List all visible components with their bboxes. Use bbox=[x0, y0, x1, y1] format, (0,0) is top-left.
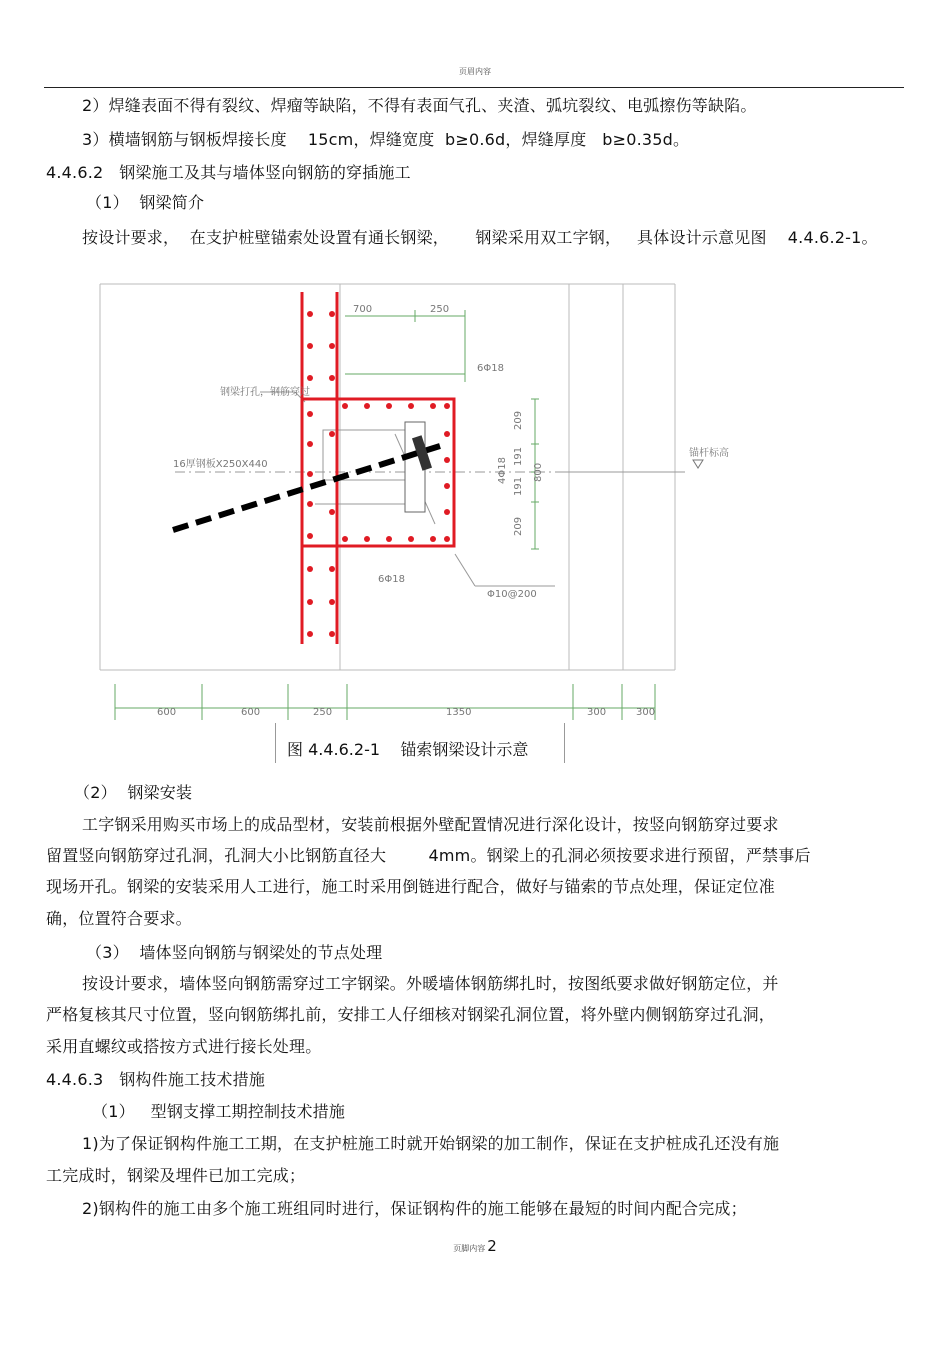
text-line: 留置竖向钢筋穿过孔洞，孔洞大小比钢筋直径大 4mm。钢梁上的孔洞必须按要求进行预留，严禁事后 bbox=[46, 846, 811, 865]
rebar-side-label: 4Φ18 bbox=[497, 457, 508, 484]
footer-text: 页脚内容 bbox=[453, 1244, 486, 1253]
page-header: 页眉内容 bbox=[459, 67, 491, 76]
dim-800: 800 bbox=[533, 462, 544, 482]
dim-700: 700 bbox=[353, 304, 373, 315]
dim-209-a: 209 bbox=[513, 410, 524, 430]
stirrup-label: Φ10@200 bbox=[487, 589, 537, 600]
dim-191-a: 191 bbox=[513, 446, 524, 466]
section-heading: 4.4.6.3 钢构件施工技术措施 bbox=[46, 1070, 266, 1089]
rebar-top-label: 6Φ18 bbox=[477, 363, 504, 374]
plate-label: 16厚钢板X250X440 bbox=[173, 459, 268, 470]
dim-300-b: 300 bbox=[636, 707, 656, 718]
page-footer bbox=[0, 1236, 950, 1255]
text-line: 按设计要求， 在支护桩壁锚索处设置有通长钢梁， 钢梁采用双工字钢， 具体设计示意见图 4.4.6.2-1。 bbox=[82, 228, 878, 247]
dim-250-top: 250 bbox=[430, 304, 450, 315]
text-line: 严格复核其尺寸位置，竖向钢筋绑扎前，安排工人仔细核对钢梁孔洞位置，将外壁内侧钢筋穿过孔洞， bbox=[46, 1005, 776, 1024]
rebar-dots bbox=[307, 311, 450, 637]
dim-600-a: 600 bbox=[157, 707, 177, 718]
text-line: 1)为了保证钢构件施工工期，在支护桩施工时就开始钢梁的加工制作，保证在支护桩成孔还没有施 bbox=[82, 1134, 780, 1153]
anchor-level-label: 锚杆标高 bbox=[689, 448, 729, 459]
subsection-heading: （3） 墙体竖向钢筋与钢梁处的节点处理 bbox=[86, 943, 383, 962]
text-line: 工完成时，钢梁及埋件已加工完成； bbox=[46, 1166, 306, 1185]
hole-note: 钢梁打孔，钢筋穿过 bbox=[220, 387, 310, 398]
text-line: 3）横墙钢筋与钢板焊接长度 15cm，焊缝宽度 b≥0.6d，焊缝厚度 b≥0.35d。 bbox=[82, 130, 690, 149]
level-marker bbox=[693, 460, 703, 468]
text-line: 现场开孔。钢梁的安装采用人工进行，施工时采用倒链进行配合，做好与锚索的节点处理，保证定位准 bbox=[46, 877, 776, 896]
header-rule bbox=[44, 87, 904, 88]
text-line: 2）焊缝表面不得有裂纹、焊瘤等缺陷，不得有表面气孔、夹渣、弧坑裂纹、电弧擦伤等缺陷。 bbox=[82, 96, 757, 115]
section-heading: 4.4.6.2 钢梁施工及其与墙体竖向钢筋的穿插施工 bbox=[46, 163, 411, 182]
anchor-steel-beam-diagram bbox=[95, 274, 729, 734]
rebar-bottom-label: 6Φ18 bbox=[378, 574, 405, 585]
text-line: 工字钢采用购买市场上的成品型材，安装前根据外壁配置情况进行深化设计，按竖向钢筋穿过要求 bbox=[82, 815, 779, 834]
dim-191-b: 191 bbox=[513, 476, 524, 496]
page-number: 2 bbox=[487, 1237, 497, 1255]
subsection-heading: （1） 型钢支撑工期控制技术措施 bbox=[92, 1102, 346, 1121]
dim-600-b: 600 bbox=[241, 707, 261, 718]
dimension-ticks bbox=[115, 684, 655, 720]
text-line: 2)钢构件的施工由多个施工班组同时进行，保证钢构件的施工能够在最短的时间内配合完成； bbox=[82, 1199, 747, 1218]
subsection-heading: （1） 钢梁简介 bbox=[86, 193, 205, 212]
rebar-cage bbox=[302, 292, 454, 644]
dimension-lines bbox=[115, 310, 655, 708]
dim-209-b: 209 bbox=[513, 516, 524, 536]
text-line: 确，位置符合要求。 bbox=[46, 909, 192, 928]
text-line: 按设计要求，墙体竖向钢筋需穿过工字钢梁。外暖墙体钢筋绑扎时，按图纸要求做好钢筋定位，并 bbox=[82, 974, 779, 993]
dim-300-a: 300 bbox=[587, 707, 607, 718]
dim-250-bottom: 250 bbox=[313, 707, 333, 718]
subsection-heading: （2） 钢梁安装 bbox=[74, 783, 193, 802]
figure-caption: 图 4.4.6.2-1 锚索钢梁设计示意 bbox=[287, 740, 529, 759]
frame-lines bbox=[100, 284, 675, 670]
text-line: 采用直螺纹或搭按方式进行接长处理。 bbox=[46, 1037, 322, 1056]
dim-1350: 1350 bbox=[446, 707, 472, 718]
